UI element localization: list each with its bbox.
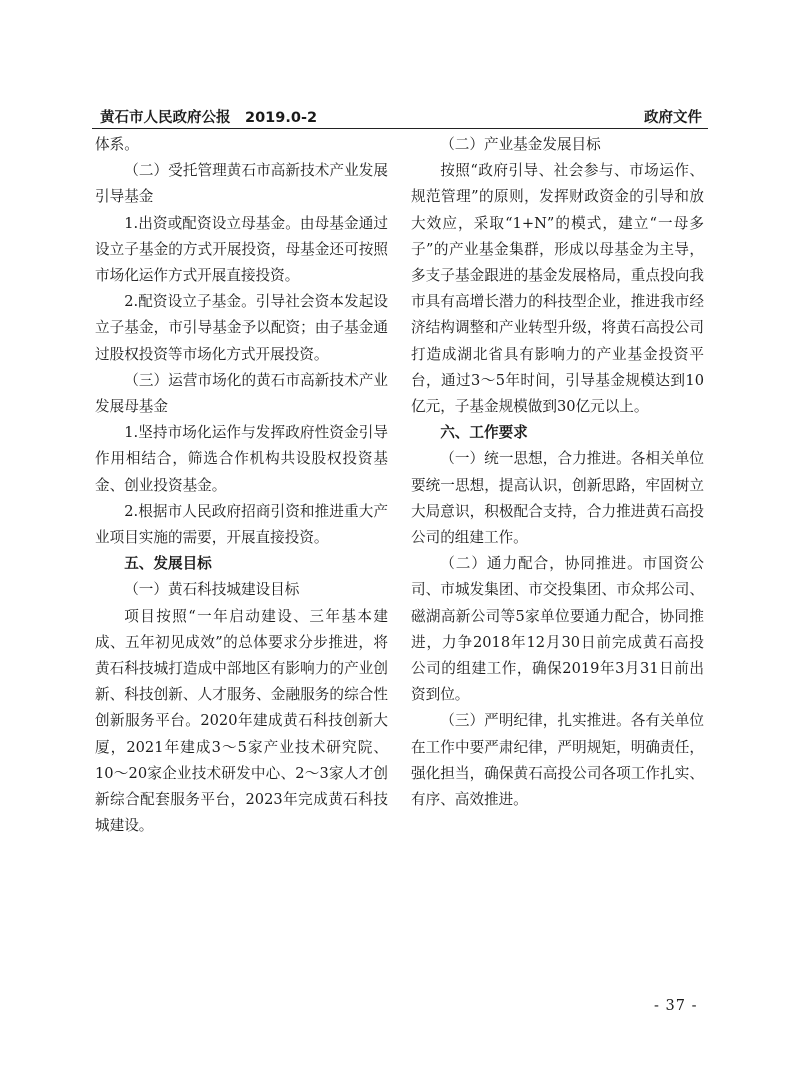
- right-column: [411, 132, 704, 813]
- paragraph: 1.坚持市场化运作与发挥政府性资金引导作用相结合，筛选合作机构共设股权投资基金、创业投资基金。: [95, 424, 388, 494]
- section-heading: 五、发展目标: [124, 555, 212, 573]
- page-header: [92, 106, 708, 129]
- paragraph: （二）通力配合，协同推进。市国资公司、市城发集团、市交投集团、市众邦公司、磁湖高新公司等5家单位要通力配合，协同推进，力争2018年12月30日前完成黄石高投公司的组建工作，确保2019年3月31日前出资到位。: [411, 555, 704, 704]
- paragraph: （三）严明纪律，扎实推进。各有关单位在工作中要严肃纪律，严明规矩，明确责任，强化担当，确保黄石高投公司各项工作扎实、有序、高效推进。: [411, 712, 704, 809]
- paragraph: 项目按照“一年启动建设、三年基本建成、五年初见成效”的总体要求分步推进，将黄石科技城打造成中部地区有影响力的产业创新、科技创新、人才服务、金融服务的综合性创新服务平台。2020年建成黄石科技创新大厦，2021年建成3～5家产业技术研究院、10～20家企业技术研发中心、2～3家人才创新综合配套服务平台，2023年完成黄石科技城建设。: [95, 607, 388, 835]
- paragraph: 体系。: [95, 136, 139, 153]
- paragraph: （一）统一思想，合力推进。各相关单位要统一思想，提高认识，创新思路，牢固树立大局意识，积极配合支持，合力推进黄石高投公司的组建工作。: [411, 450, 704, 547]
- subheading: （一）黄石科技城建设目标: [124, 581, 300, 599]
- page-number: - 37 -: [654, 998, 698, 1014]
- subheading: （二）受托管理黄石市高新技术产业发展引导基金: [95, 162, 388, 206]
- paragraph: 1.出资或配资设立母基金。由母基金通过设立子基金的方式开展投资，母基金还可按照市场化运作方式开展直接投资。: [95, 214, 388, 285]
- subheading: （二）产业基金发展目标: [440, 136, 601, 153]
- subheading: （三）运营市场化的黄石市高新技术产业发展母基金: [95, 371, 388, 416]
- paragraph: 2.根据市人民政府招商引资和推进重大产业项目实施的需要，开展直接投资。: [95, 502, 388, 547]
- bulletin-title: 黄石市人民政府公报 2019.0-2: [100, 110, 318, 126]
- paragraph: 2.配资设立子基金。引导社会资本发起设立子基金，市引导基金予以配资；由子基金通过股权投资等市场化方式开展投资。: [95, 293, 388, 363]
- left-column: [95, 132, 388, 839]
- section-heading: 六、工作要求: [440, 424, 528, 442]
- paragraph: 按照“政府引导、社会参与、市场运作、规范管理”的原则，发挥财政资金的引导和放大效应，采取“1+N”的模式，建立“一母多子”的产业基金集群，形成以母基金为主导，多支子基金跟进的基金发展格局，重点投向我市具有高增长潜力的科技型企业，推进我市经济结构调整和产业转型升级，将黄石高投公司打造成湖北省具有影响力的产业基金投资平台，通过3～5年时间，引导基金规模达到10亿元，子基金规模做到30亿元以上。: [411, 162, 704, 416]
- section-label: 政府文件: [644, 110, 702, 126]
